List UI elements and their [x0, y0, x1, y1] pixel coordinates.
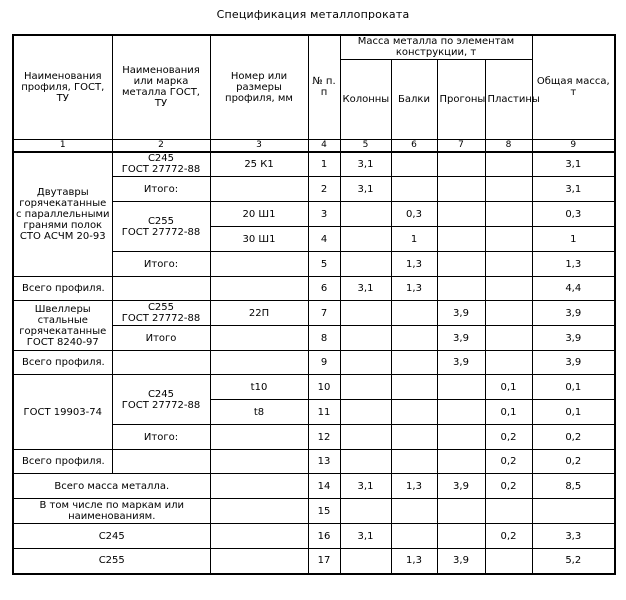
- cell-grade: [112, 277, 210, 301]
- cell-purlins: 3,9: [437, 326, 485, 351]
- cell-plates: [485, 301, 532, 326]
- cell-grand-total-label: Всего масса металла.: [13, 474, 210, 499]
- cell-size: [210, 326, 308, 351]
- cell-columns: [340, 301, 391, 326]
- cell-plates: 0,2: [485, 524, 532, 549]
- cell-number: 8: [308, 326, 340, 351]
- cell-purlins: [437, 425, 485, 450]
- cell-columns: [340, 400, 391, 425]
- colnum: 6: [391, 139, 437, 152]
- cell-total: 1,3: [532, 252, 615, 277]
- cell-number: 6: [308, 277, 340, 301]
- cell-number: 13: [308, 450, 340, 474]
- colnum: 2: [112, 139, 210, 152]
- cell-columns: 3,1: [340, 474, 391, 499]
- cell-profile-total: Всего профиля.: [13, 277, 112, 301]
- cell-including-label: В том числе по маркам или наименованиям.: [13, 499, 210, 524]
- cell-plates: 0,2: [485, 450, 532, 474]
- cell-total: 0,1: [532, 400, 615, 425]
- cell-plates: 0,2: [485, 474, 532, 499]
- cell-grade-summary: С245: [13, 524, 210, 549]
- colnum: 7: [437, 139, 485, 152]
- cell-size: [210, 177, 308, 202]
- cell-grade: С255 ГОСТ 27772-88: [112, 301, 210, 326]
- colnum: 3: [210, 139, 308, 152]
- cell-number: 15: [308, 499, 340, 524]
- cell-size: [210, 524, 308, 549]
- colnum: 9: [532, 139, 615, 152]
- cell-total: [532, 499, 615, 524]
- cell-total: 3,1: [532, 177, 615, 202]
- colnum: 1: [13, 139, 112, 152]
- cell-grade: Итого: [112, 326, 210, 351]
- cell-purlins: [437, 499, 485, 524]
- cell-beams: [391, 499, 437, 524]
- cell-purlins: [437, 202, 485, 227]
- table-row: [13, 549, 615, 574]
- cell-plates: [485, 499, 532, 524]
- table-row: [13, 450, 615, 474]
- cell-columns: 3,1: [340, 177, 391, 202]
- cell-plates: [485, 351, 532, 375]
- table-row: [13, 524, 615, 549]
- cell-total: 3,3: [532, 524, 615, 549]
- cell-number: 2: [308, 177, 340, 202]
- cell-beams: [391, 425, 437, 450]
- cell-plates: [485, 326, 532, 351]
- table-row: [13, 351, 615, 375]
- cell-total: 0,2: [532, 450, 615, 474]
- table-row: [13, 152, 615, 177]
- cell-columns: [340, 549, 391, 574]
- colnum: 8: [485, 139, 532, 152]
- table-row: [13, 277, 615, 301]
- cell-size: [210, 277, 308, 301]
- cell-grade: С255 ГОСТ 27772-88: [112, 202, 210, 252]
- cell-size: [210, 425, 308, 450]
- cell-columns: 3,1: [340, 524, 391, 549]
- cell-plates: 0,1: [485, 375, 532, 400]
- cell-size: 25 К1: [210, 152, 308, 177]
- cell-beams: [391, 177, 437, 202]
- cell-plates: 0,2: [485, 425, 532, 450]
- header-purlins: Прогоны: [437, 59, 485, 139]
- cell-purlins: [437, 400, 485, 425]
- cell-columns: [340, 227, 391, 252]
- cell-total: 1: [532, 227, 615, 252]
- cell-columns: [340, 202, 391, 227]
- cell-size: t8: [210, 400, 308, 425]
- cell-total: 5,2: [532, 549, 615, 574]
- cell-beams: 1,3: [391, 252, 437, 277]
- cell-beams: [391, 450, 437, 474]
- cell-total: 3,9: [532, 301, 615, 326]
- header-total-mass: Общая масса, т: [532, 35, 615, 139]
- header-plates: Пластины: [485, 59, 532, 139]
- cell-number: 14: [308, 474, 340, 499]
- header-beams: Балки: [391, 59, 437, 139]
- cell-total: 3,1: [532, 152, 615, 177]
- cell-size: 22П: [210, 301, 308, 326]
- cell-profile-total: Всего профиля.: [13, 351, 112, 375]
- cell-columns: [340, 252, 391, 277]
- cell-columns: [340, 425, 391, 450]
- cell-purlins: [437, 252, 485, 277]
- cell-number: 7: [308, 301, 340, 326]
- cell-size: 30 Ш1: [210, 227, 308, 252]
- cell-beams: [391, 301, 437, 326]
- cell-size: [210, 474, 308, 499]
- cell-beams: [391, 400, 437, 425]
- cell-purlins: [437, 375, 485, 400]
- cell-columns: [340, 351, 391, 375]
- colnum: 5: [340, 139, 391, 152]
- cell-size: [210, 252, 308, 277]
- specification-table: [12, 34, 616, 575]
- header-row-number: № п. п: [308, 35, 340, 139]
- header-columns: Колонны: [340, 59, 391, 139]
- cell-number: 3: [308, 202, 340, 227]
- cell-grade: Итого:: [112, 177, 210, 202]
- cell-columns: 3,1: [340, 277, 391, 301]
- cell-size: [210, 549, 308, 574]
- cell-number: 16: [308, 524, 340, 549]
- cell-beams: [391, 326, 437, 351]
- cell-beams: 1: [391, 227, 437, 252]
- cell-grade: С245 ГОСТ 27772-88: [112, 375, 210, 425]
- cell-size: t10: [210, 375, 308, 400]
- cell-grade: Итого:: [112, 425, 210, 450]
- cell-columns: 3,1: [340, 152, 391, 177]
- cell-total: 4,4: [532, 277, 615, 301]
- cell-purlins: [437, 152, 485, 177]
- header-steel-grade: Наименования или марка металла ГОСТ, ТУ: [112, 35, 210, 139]
- table-row: [13, 499, 615, 524]
- cell-beams: 1,3: [391, 277, 437, 301]
- cell-grade: [112, 450, 210, 474]
- cell-purlins: 3,9: [437, 549, 485, 574]
- cell-number: 4: [308, 227, 340, 252]
- cell-total: 0,2: [532, 425, 615, 450]
- cell-total: 0,1: [532, 375, 615, 400]
- cell-total: 3,9: [532, 351, 615, 375]
- cell-plates: [485, 202, 532, 227]
- cell-total: 8,5: [532, 474, 615, 499]
- cell-purlins: [437, 177, 485, 202]
- cell-beams: [391, 351, 437, 375]
- cell-columns: [340, 499, 391, 524]
- cell-profile-total: Всего профиля.: [13, 450, 112, 474]
- cell-purlins: [437, 450, 485, 474]
- cell-plates: [485, 252, 532, 277]
- cell-grade-summary: С255: [13, 549, 210, 574]
- cell-beams: 1,3: [391, 474, 437, 499]
- table-row: [13, 474, 615, 499]
- cell-columns: [340, 375, 391, 400]
- cell-size: [210, 450, 308, 474]
- cell-plates: 0,1: [485, 400, 532, 425]
- group-gost-19903: ГОСТ 19903-74: [13, 375, 112, 450]
- cell-grade: С245 ГОСТ 27772-88: [112, 152, 210, 177]
- cell-size: 20 Ш1: [210, 202, 308, 227]
- header-profile-name: Наименования профиля, ГОСТ, ТУ: [13, 35, 112, 139]
- cell-purlins: [437, 227, 485, 252]
- cell-purlins: [437, 277, 485, 301]
- header-profile-size: Номер или размеры профиля, мм: [210, 35, 308, 139]
- cell-size: [210, 351, 308, 375]
- cell-total: 3,9: [532, 326, 615, 351]
- cell-purlins: 3,9: [437, 474, 485, 499]
- cell-beams: [391, 524, 437, 549]
- cell-grade: [112, 351, 210, 375]
- cell-plates: [485, 277, 532, 301]
- cell-size: [210, 499, 308, 524]
- cell-beams: [391, 375, 437, 400]
- document-title: Спецификация металлопроката: [216, 8, 410, 21]
- table-row: [13, 301, 615, 326]
- cell-purlins: 3,9: [437, 351, 485, 375]
- cell-number: 10: [308, 375, 340, 400]
- group-i-beams: Двутавры горячекатанные с параллельными гранями полок СТО АСЧМ 20-93: [13, 152, 112, 277]
- cell-plates: [485, 549, 532, 574]
- cell-columns: [340, 326, 391, 351]
- cell-total: 0,3: [532, 202, 615, 227]
- cell-plates: [485, 152, 532, 177]
- group-channels: Швеллеры стальные горячекатанные ГОСТ 8240-97: [13, 301, 112, 351]
- cell-grade: Итого:: [112, 252, 210, 277]
- header-mass-group: Масса металла по элементам конструкции, т: [340, 35, 532, 59]
- cell-number: 17: [308, 549, 340, 574]
- cell-beams: 0,3: [391, 202, 437, 227]
- cell-plates: [485, 177, 532, 202]
- colnum: 4: [308, 139, 340, 152]
- cell-purlins: [437, 524, 485, 549]
- cell-number: 1: [308, 152, 340, 177]
- cell-number: 12: [308, 425, 340, 450]
- table-row: [13, 375, 615, 400]
- cell-beams: 1,3: [391, 549, 437, 574]
- cell-number: 9: [308, 351, 340, 375]
- cell-plates: [485, 227, 532, 252]
- cell-number: 11: [308, 400, 340, 425]
- cell-columns: [340, 450, 391, 474]
- cell-purlins: 3,9: [437, 301, 485, 326]
- cell-beams: [391, 152, 437, 177]
- cell-number: 5: [308, 252, 340, 277]
